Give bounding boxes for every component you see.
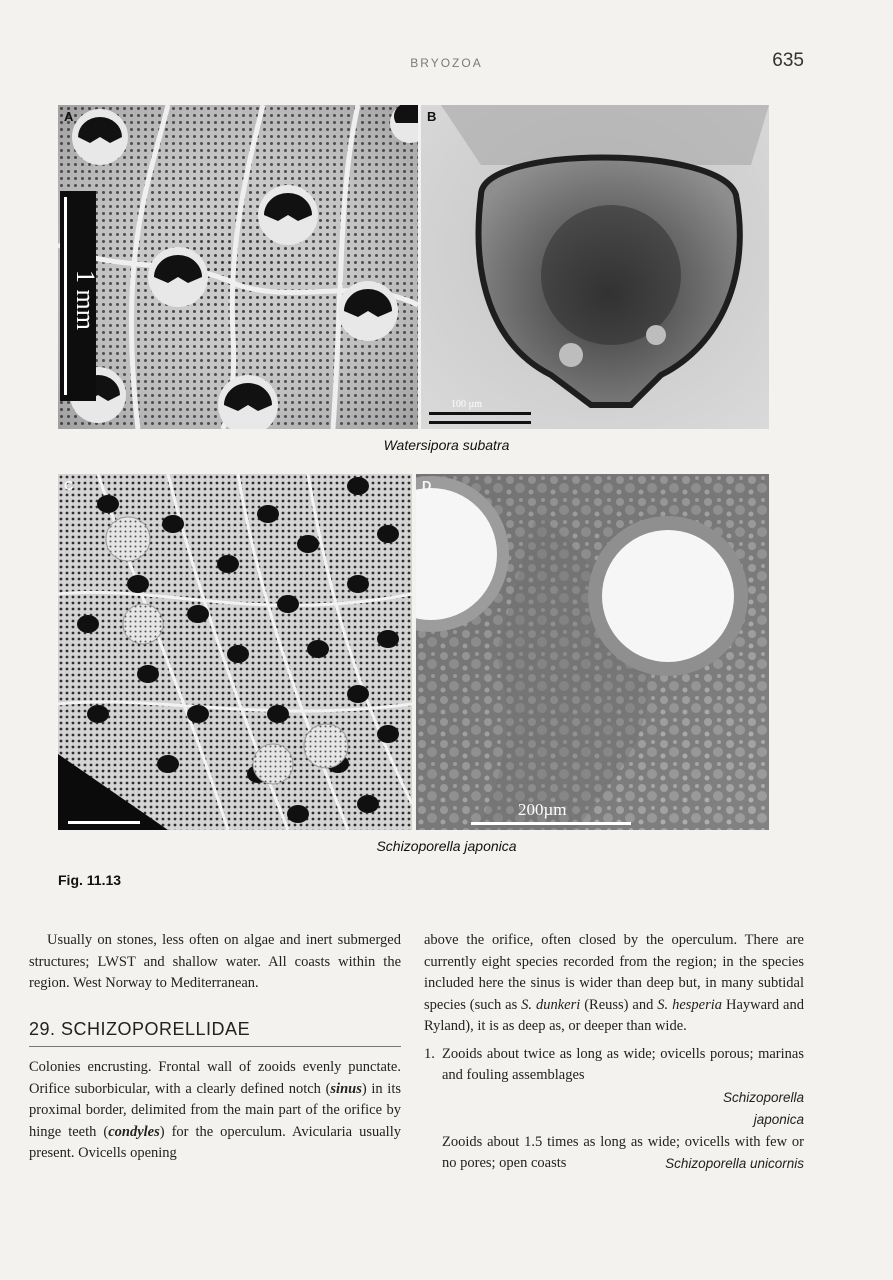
key-entry-1b: Zooids about 1.5 times as long as wide; ovicells with few or no pores; open coasts Schizoporella unicornis bbox=[424, 1132, 804, 1175]
running-head: BRYOZOA bbox=[410, 56, 483, 70]
figure-label: Fig. 11.13 bbox=[58, 872, 122, 888]
key-species-japonica: Schizoporella bbox=[722, 1089, 804, 1105]
caption-watersipora: Watersipora subatra bbox=[383, 437, 510, 453]
sem-image-c bbox=[58, 474, 412, 830]
scale-label-a: 1 mm bbox=[71, 270, 100, 330]
figure-panel-b bbox=[421, 105, 769, 429]
scale-label-d: 200µm bbox=[518, 800, 567, 819]
scale-bar-c bbox=[68, 821, 140, 824]
continuation-paragraph: above the orifice, often closed by the operculum. There are currently eight species recorded from the region; in the species included here the sinus is wider than deep but, in many subtidal species (such as S. dunkeri (Reuss) and S. hesperia Hayward and Ryland), it is as deep as, or deeper than wide. bbox=[424, 932, 804, 1034]
page-number: 635 bbox=[772, 50, 804, 71]
right-column bbox=[424, 930, 804, 1175]
scale-bar-d bbox=[471, 822, 631, 825]
panel-label-c: C bbox=[64, 478, 74, 493]
key-species-unicornis: Schizoporella unicornis bbox=[665, 1156, 804, 1171]
micrograph-image-b bbox=[421, 105, 769, 429]
panel-label-d: D bbox=[422, 478, 432, 493]
figure-panel-c bbox=[58, 474, 412, 830]
scale-label-b: 100 µm bbox=[451, 399, 483, 410]
panel-label-a: A bbox=[64, 109, 74, 124]
key-entry-1: 1. Zooids about twice as long as wide; ovicells porous; marinas and fouling assemblages Schizoporella japonica bbox=[424, 1045, 804, 1127]
figure-panel-a bbox=[58, 105, 418, 429]
micrograph-image-d bbox=[416, 474, 769, 830]
sem-image-a bbox=[58, 105, 418, 429]
left-column bbox=[29, 930, 401, 1165]
scale-bar-b bbox=[429, 412, 531, 415]
family-description: Colonies encrusting. Frontal wall of zooids evenly punctate. Orifice suborbicular, with a clearly defined notch (sinus) in its proximal border, delimited from the main part of the orifice by hinge teeth (condyles) for the operculum. Avicularia usually present. Ovicells opening bbox=[29, 1059, 401, 1161]
key-number: 1. bbox=[424, 1045, 435, 1062]
figure-panel-d bbox=[416, 474, 769, 830]
panel-label-b: B bbox=[427, 109, 437, 124]
caption-schizoporella: Schizoporella japonica bbox=[376, 838, 517, 854]
intro-paragraph: Usually on stones, less often on algae and inert submerged structures; LWST and shallow water. All coasts within the region. West Norway to Mediterranean. bbox=[29, 932, 401, 991]
section-heading: 29. SCHIZOPORELLIDAE bbox=[29, 1005, 401, 1048]
